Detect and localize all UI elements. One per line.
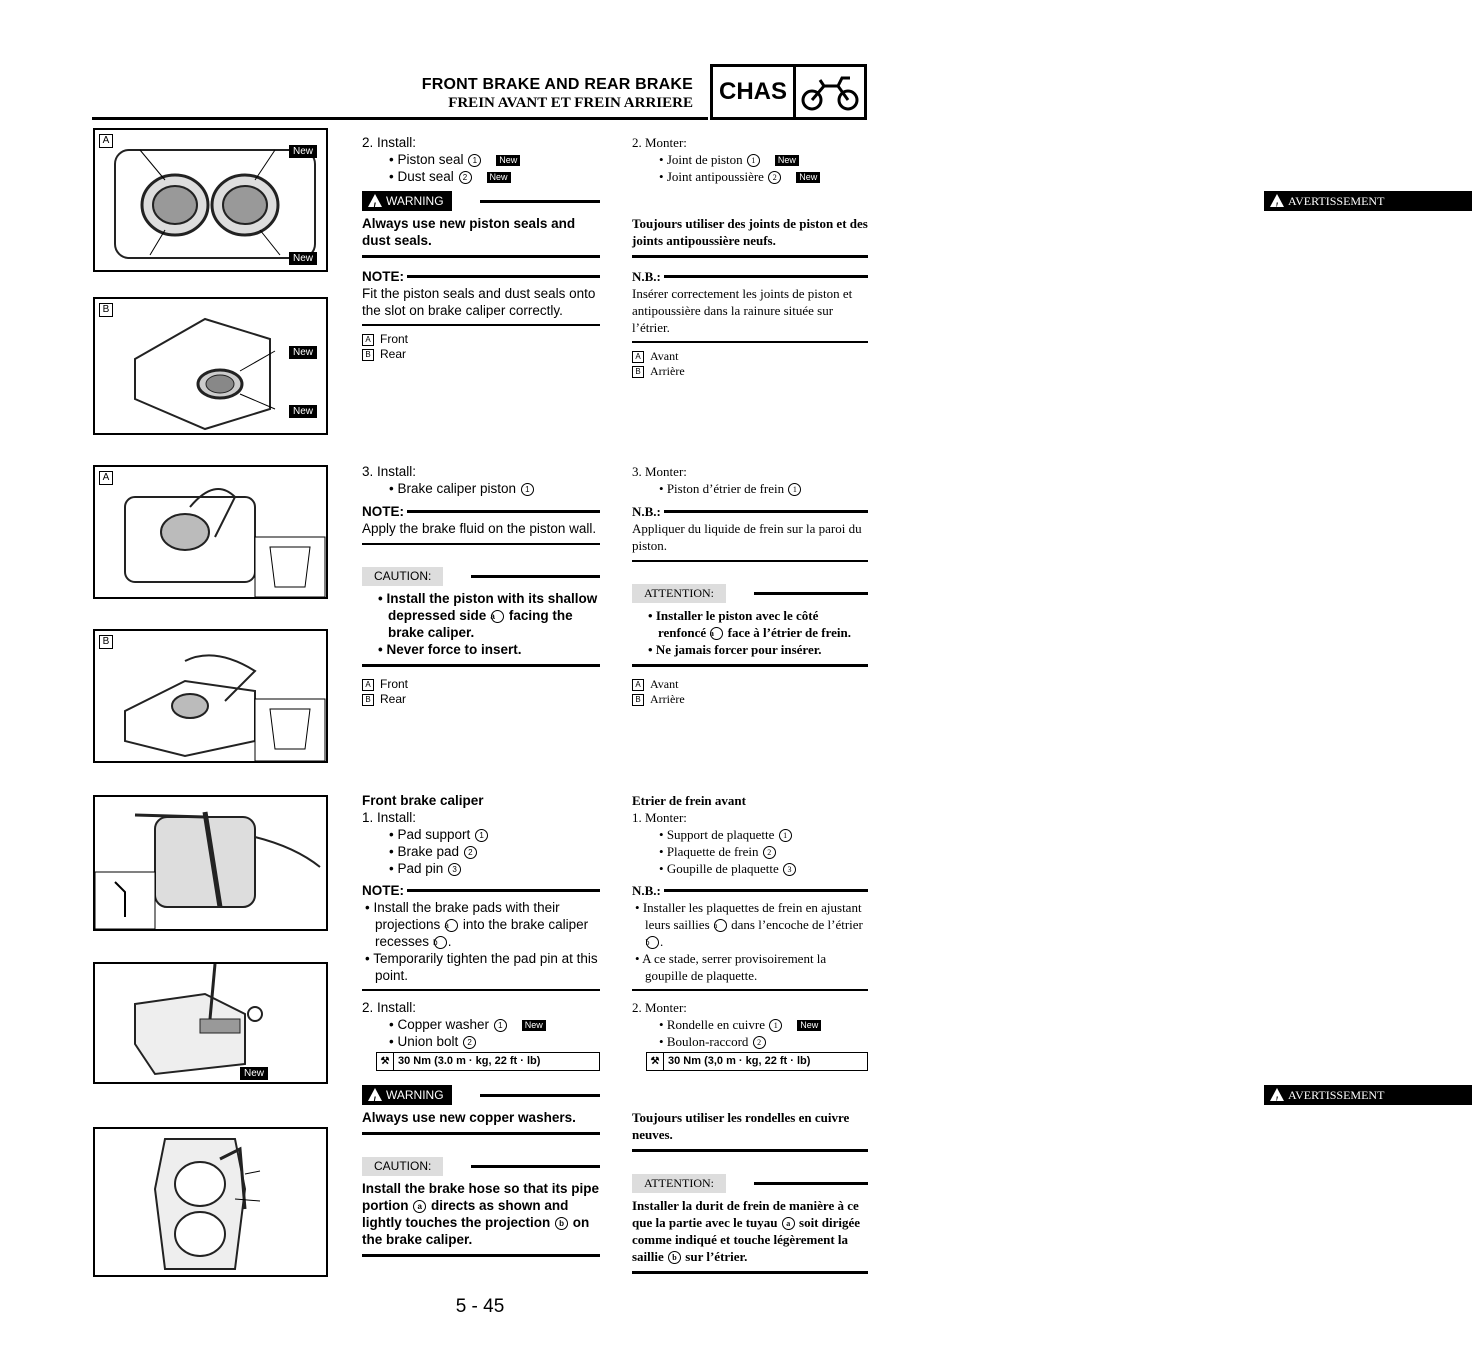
header-rule (92, 117, 708, 120)
warning-text: Always use new piston seals and dust seals. (362, 216, 576, 248)
figure-label-a: A (99, 471, 113, 485)
wrench-icon: ⚒ (377, 1053, 394, 1070)
new-badge: New (289, 405, 317, 418)
torque-spec: ⚒ 30 Nm (3.0 m · kg, 22 ft · lb) (376, 1052, 600, 1071)
section-heading: Etrier de frein avant (632, 793, 746, 808)
front-caliper-en (362, 792, 600, 1267)
pad-install-illustration (95, 797, 326, 929)
page-number: 5 - 45 (455, 1296, 505, 1317)
list-item: • Piston seal 1 New (362, 151, 600, 168)
figure-union-bolt (93, 962, 328, 1084)
note-item: • Installer les plaquettes de frein en ajustant leurs saillies a dans l’encoche de l’étrier b . (635, 900, 863, 949)
note-header: NOTE: (362, 503, 600, 520)
note-header: NOTE: (362, 268, 600, 285)
torque-spec: ⚒ 30 Nm (3,0 m · kg, 22 ft · lb) (646, 1052, 868, 1071)
caution-header: CAUTION: (362, 1157, 600, 1176)
note-item: • Install the brake pads with their projections a into the brake caliper recesses b . (365, 900, 589, 949)
warning-header: ! WARNING (362, 191, 600, 211)
figure-pad-install (93, 795, 328, 931)
figure-label-b: B (99, 303, 113, 317)
legend: A Avant B Arrière (632, 677, 868, 707)
wrench-icon: ⚒ (647, 1053, 664, 1070)
section-label: CHAS (713, 67, 796, 117)
list-item: • Joint de piston 1 New (632, 151, 868, 168)
step-title: 2. Monter: (632, 1000, 687, 1015)
list-item: • Dust seal 2 New (362, 168, 600, 185)
note-header: N.B.: (632, 882, 868, 899)
list-item: • Union bolt 2 (362, 1033, 600, 1050)
figure-caliper-seals-rear (93, 297, 328, 435)
warning-text: Toujours utiliser des joints de piston et des joints antipoussière neufs. (632, 216, 868, 248)
list-item: • Brake pad 2 (362, 843, 600, 860)
caution-item: • Installer le piston avec le côté renfoncé a face à l’étrier de frein. (648, 608, 851, 640)
header-title-en: FRONT BRAKE AND REAR BRAKE (421, 76, 693, 93)
caution-header: CAUTION: (362, 567, 600, 586)
piston-front-illustration (95, 467, 326, 597)
figure-piston-install-front (93, 465, 328, 599)
list-item: • Piston d’étrier de frein 1 (632, 480, 868, 497)
caution-header: ATTENTION: (632, 584, 868, 603)
list-item: • Joint antipoussière 2 New (632, 168, 868, 185)
figure-label-b: B (99, 635, 113, 649)
note-item: • Temporarily tighten the pad pin at this point. (365, 951, 598, 983)
step-title: 2. Install: (362, 1000, 417, 1015)
caution-header: ATTENTION: (632, 1174, 868, 1193)
legend: A Front B Rear (362, 677, 600, 707)
list-item: • Plaquette de frein 2 (632, 843, 868, 860)
step2-en (362, 134, 600, 362)
step-title: 1. Monter: (632, 810, 687, 825)
new-badge: New (289, 145, 317, 158)
motorcycle-icon (796, 67, 864, 117)
note-text: Fit the piston seals and dust seals onto the slot on brake caliper correctly. (362, 286, 596, 318)
figure-label-a: A (99, 134, 113, 148)
note-header: N.B.: (632, 268, 868, 285)
step3-fr (632, 463, 868, 707)
list-item: • Rondelle en cuivre 1 New (632, 1016, 868, 1033)
step2-fr (632, 134, 1385, 379)
caution-text: Installer la durit de frein de manière à ce que la partie avec le tuyau a soit dirigée comme indiqué et touche légèrement la saillie b sur l’étrier. (632, 1198, 861, 1264)
figure-brake-hose (93, 1127, 328, 1277)
note-text: Apply the brake fluid on the piston wall. (362, 521, 597, 536)
legend: A Front B Rear (362, 332, 600, 362)
caution-item: • Install the piston with its shallow depressed side a facing the brake caliper. (378, 591, 598, 640)
front-caliper-fr (632, 792, 1385, 1284)
new-badge: New (240, 1067, 268, 1080)
note-header: N.B.: (632, 503, 868, 520)
warning-header: ! AVERTISSEMENT (632, 1085, 868, 1105)
figure-piston-install-rear (93, 629, 328, 763)
step3-title-en: 3. Install: (362, 464, 417, 479)
new-badge: New (289, 346, 317, 359)
list-item: • Support de plaquette 1 (632, 826, 868, 843)
list-item: • Goupille de plaquette 3 (632, 860, 868, 877)
warning-header: ! AVERTISSEMENT (632, 191, 868, 211)
list-item: • Brake caliper piston 1 (362, 480, 600, 497)
list-item: • Pad support 1 (362, 826, 600, 843)
note-text: Insérer correctement les joints de piston et antipoussière dans la rainure située sur l’étrier. (632, 286, 853, 335)
warning-text: Toujours utiliser les rondelles en cuivre neuves. (632, 1110, 850, 1142)
caution-text: Install the brake hose so that its pipe portion a directs as shown and lightly touches the projection b on the brake caliper. (362, 1181, 600, 1247)
list-item: • Pad pin 3 (362, 860, 600, 877)
union-bolt-illustration (95, 964, 326, 1082)
list-item: • Boulon-raccord 2 (632, 1033, 868, 1050)
warning-header: ! WARNING (362, 1085, 600, 1105)
list-item: • Copper washer 1 New (362, 1016, 600, 1033)
step2-title-fr: 2. Monter: (632, 135, 687, 150)
step2-title-en: 2. Install: (362, 135, 417, 150)
section-heading: Front brake caliper (362, 793, 484, 808)
step3-en (362, 463, 600, 707)
new-badge: New (289, 252, 317, 265)
legend: A Avant B Arrière (632, 349, 868, 379)
note-text: Appliquer du liquide de frein sur la paroi du piston. (632, 521, 862, 553)
warning-text: Always use new copper washers. (362, 1110, 576, 1125)
section-tab (710, 64, 867, 120)
piston-rear-illustration (95, 631, 326, 761)
figure-caliper-seals-front (93, 128, 328, 272)
step-title: 1. Install: (362, 810, 417, 825)
caution-item: • Never force to insert. (378, 642, 522, 657)
step3-title-fr: 3. Monter: (632, 464, 687, 479)
note-item: • A ce stade, serrer provisoirement la goupille de plaquette. (635, 951, 827, 983)
header-title-fr: FREIN AVANT ET FREIN ARRIERE (448, 95, 693, 111)
caution-item: • Ne jamais forcer pour insérer. (648, 642, 822, 657)
note-header: NOTE: (362, 882, 600, 899)
brake-hose-illustration (95, 1129, 326, 1275)
